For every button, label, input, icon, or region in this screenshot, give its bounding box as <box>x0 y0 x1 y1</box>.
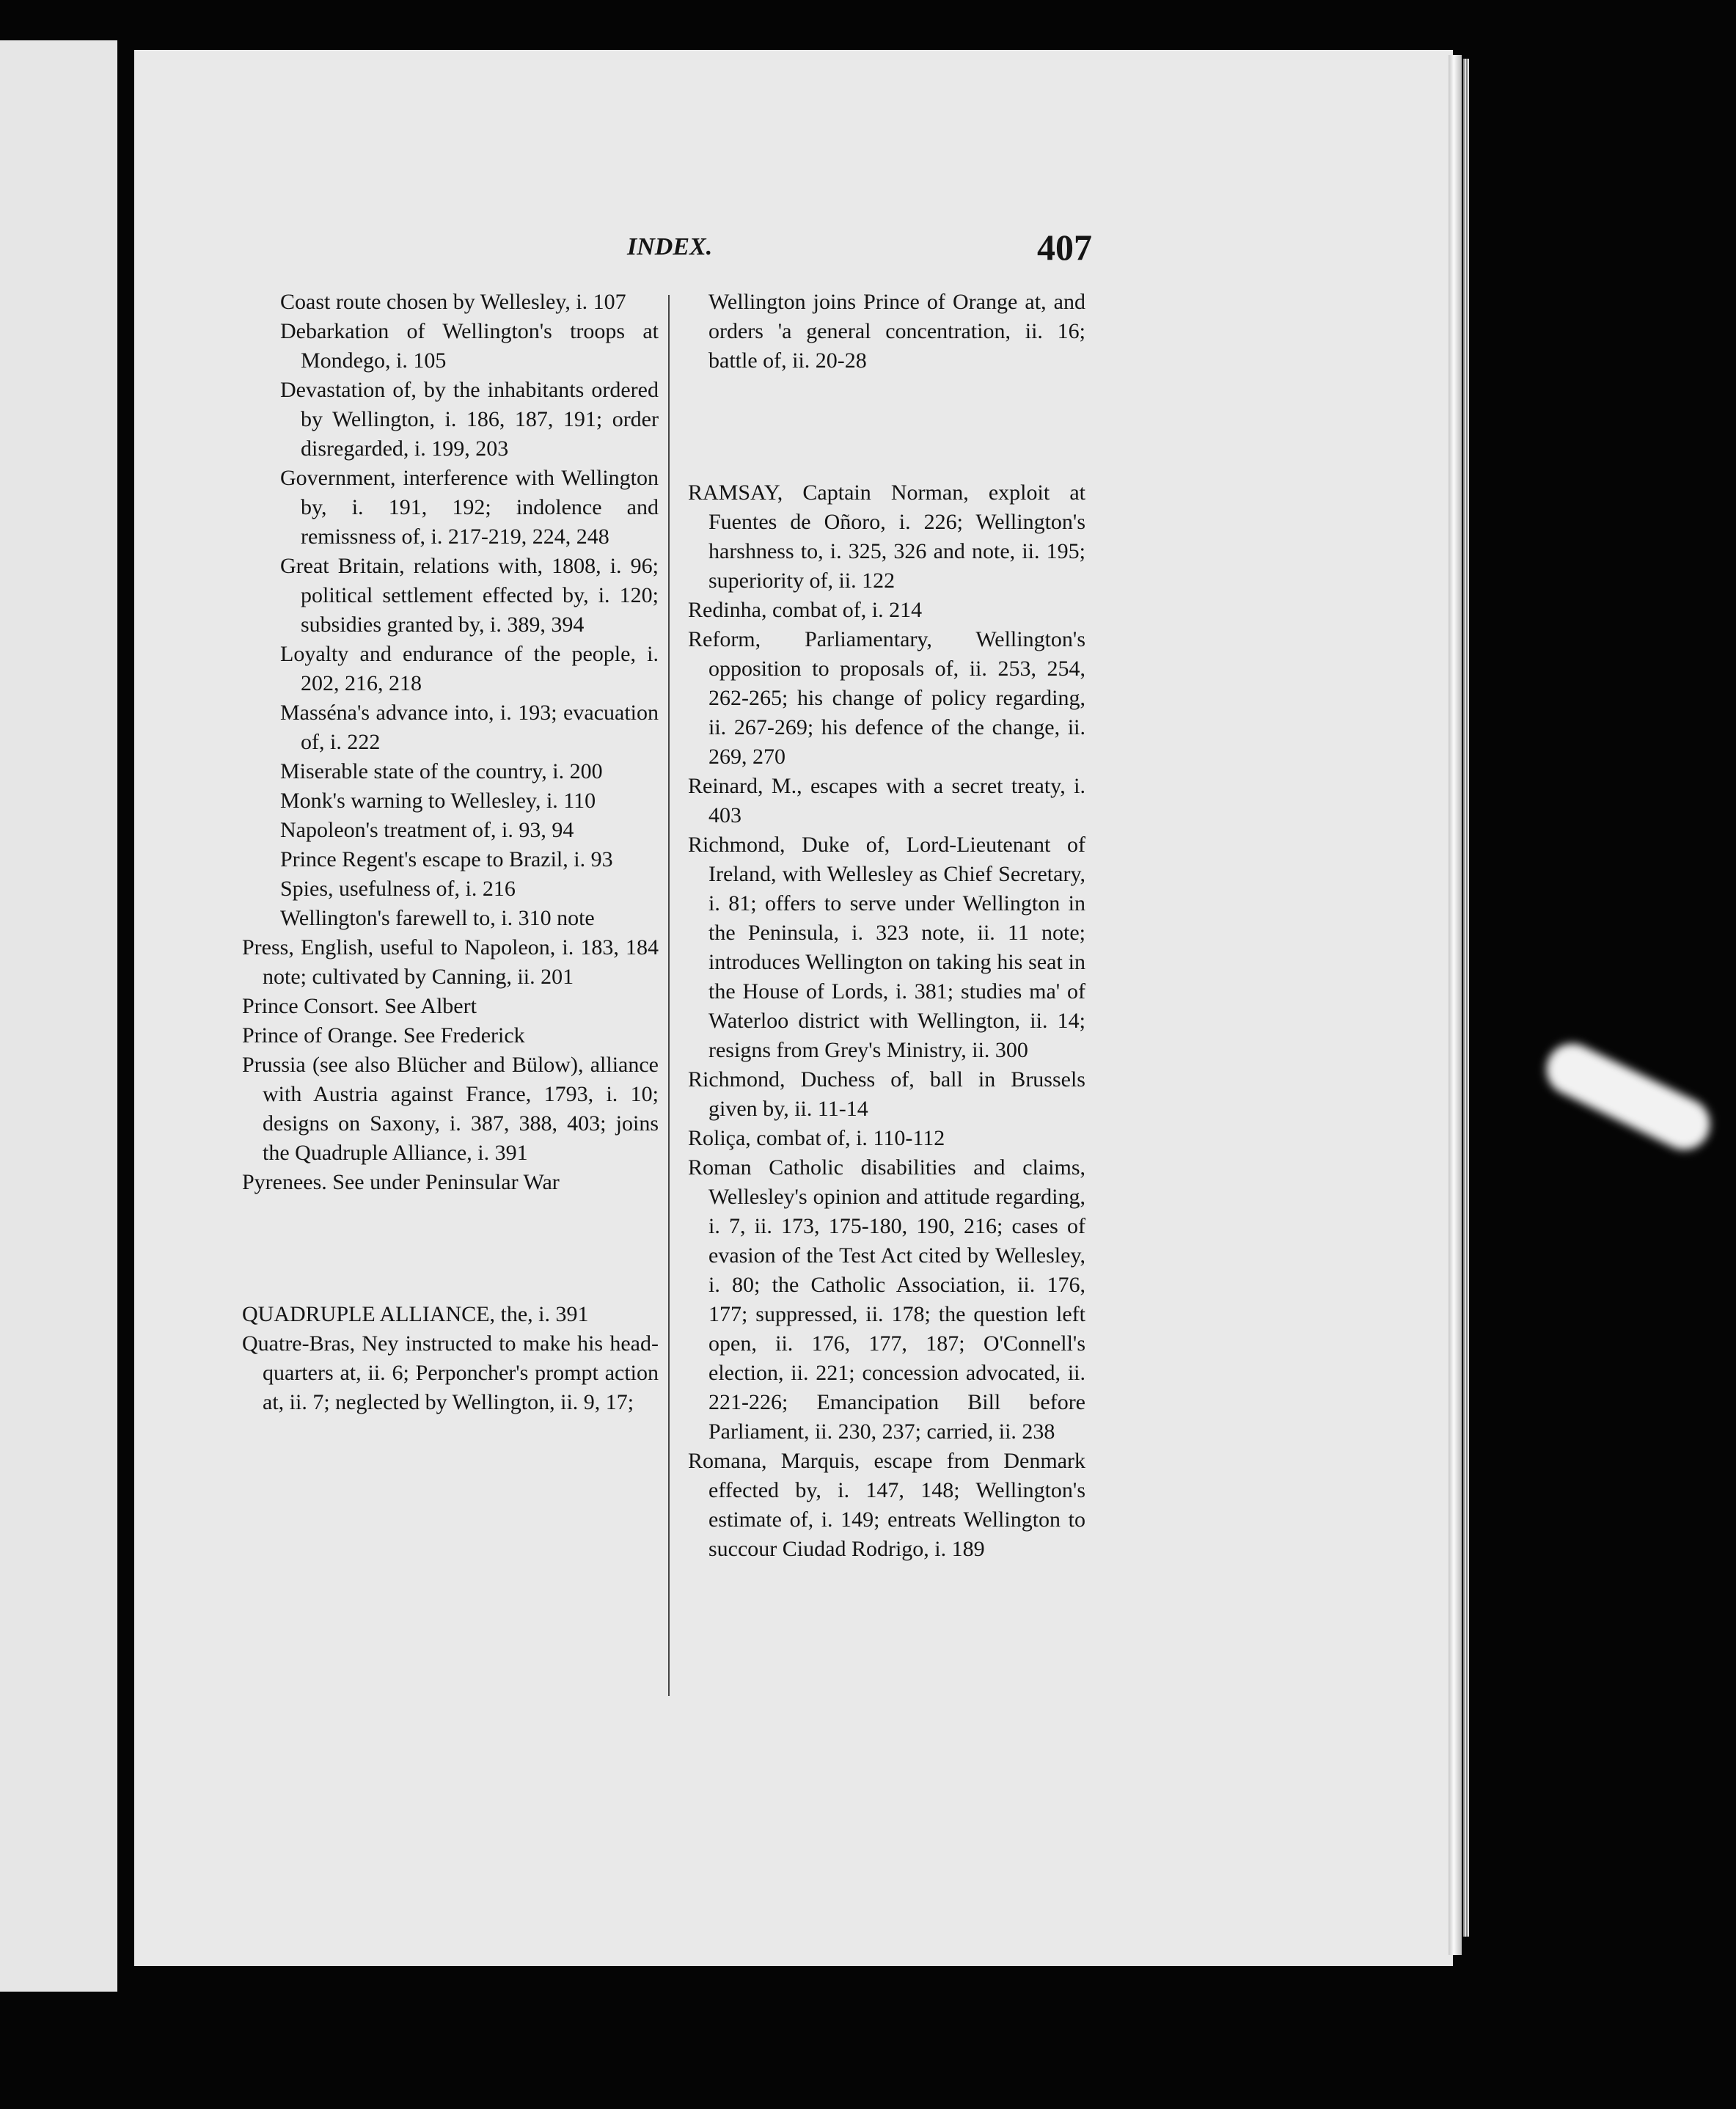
index-subentry: Masséna's advance into, i. 193; evacuation of, i. 222 <box>280 701 659 754</box>
index-entry: Pyrenees. See under Peninsular War <box>242 1170 560 1194</box>
index-subentry: Monk's warning to Wellesley, i. 110 <box>280 789 596 813</box>
index-subentry: Wellington's farewell to, i. 310 note <box>280 906 595 930</box>
page-number: 407 <box>1037 227 1092 268</box>
index-subentry: Spies, usefulness of, i. 216 <box>280 877 516 901</box>
index-entry: Roman Catholic disabilities and claims, Wellesley's opinion and attitude regarding, i. 7, ii. 173, 175-180, 190, 216; cases of evasion of the Test Act cited by Wellesley, i. 80; the Catholic Association, ii. 176, 177; suppressed, ii. 178; the question left open, ii. 176, 177, 187; O'Connell's election, ii. 221; concession advocated, ii. 221-226; Emancipation Bill before Parliament, ii. 230, 237; carried, ii. 238 <box>688 1155 1085 1444</box>
index-column-left <box>242 288 659 1417</box>
index-entry: RAMSAY, Captain Norman, exploit at Fuentes de Oñoro, i. 226; Wellington's harshness to, i. 325, 326 and note, ii. 195; superiority of, ii. 122 <box>688 480 1085 593</box>
index-subentry: Loyalty and endurance of the people, i. 202, 216, 218 <box>280 642 659 695</box>
index-subentry: Government, interference with Wellington by, i. 191, 192; indolence and remissness of, i. 217-219, 224, 248 <box>280 466 659 549</box>
index-entry: Press, English, useful to Napoleon, i. 183, 184 note; cultivated by Canning, ii. 201 <box>242 935 659 989</box>
index-column-right <box>688 288 1085 1564</box>
light-smudge <box>1538 1035 1718 1158</box>
index-entry: Wellington joins Prince of Orange at, and orders 'a general concentration, ii. 16; battle of, ii. 20-28 <box>708 290 1085 373</box>
column-divider <box>668 295 670 1696</box>
index-entry: Roliça, combat of, i. 110-112 <box>688 1126 945 1150</box>
index-subentry: Debarkation of Wellington's troops at Mondego, i. 105 <box>280 319 659 373</box>
page-stack-edge <box>1449 55 1462 1955</box>
index-entry: Quatre-Bras, Ney instructed to make his head-quarters at, ii. 6; Perponcher's prompt action at, ii. 7; neglected by Wellington, ii. 9, 17; <box>242 1331 659 1414</box>
index-subentry: Great Britain, relations with, 1808, i. 96; political settlement effected by, i. 120; subsidies granted by, i. 389, 394 <box>280 554 659 637</box>
index-subentry: Napoleon's treatment of, i. 93, 94 <box>280 818 574 842</box>
index-entry: Prince Consort. See Albert <box>242 994 477 1018</box>
index-entry: QUADRUPLE ALLIANCE, the, i. 391 <box>242 1302 589 1326</box>
index-entry: Reform, Parliamentary, Wellington's opposition to proposals of, ii. 253, 254, 262-265; his change of policy regarding, ii. 267-269; his defence of the change, ii. 269, 270 <box>688 627 1085 769</box>
page-stack-lines <box>1463 59 1469 1937</box>
index-subentry: Devastation of, by the inhabitants ordered by Wellington, i. 186, 187, 191; order disregarded, i. 199, 203 <box>280 378 659 461</box>
index-subentry: Prince Regent's escape to Brazil, i. 93 <box>280 847 613 871</box>
index-subentry: Miserable state of the country, i. 200 <box>280 759 603 783</box>
previous-page-edge <box>0 40 117 1992</box>
section-gap <box>242 1219 659 1278</box>
index-entry: Prussia (see also Blücher and Bülow), alliance with Austria against France, 1793, i. 10; designs on Saxony, i. 387, 388, 403; joins the Quadruple Alliance, i. 391 <box>242 1053 659 1165</box>
index-entry: Romana, Marquis, escape from Denmark effected by, i. 147, 148; Wellington's estimate of, i. 149; entreats Wellington to succour Ciudad Rodrigo, i. 189 <box>688 1449 1085 1561</box>
index-entry: Reinard, M., escapes with a secret treaty, i. 403 <box>688 774 1085 827</box>
section-gap <box>688 398 1085 456</box>
index-entry: Prince of Orange. See Frederick <box>242 1023 525 1048</box>
index-entry: Redinha, combat of, i. 214 <box>688 598 923 622</box>
index-subentry: Coast route chosen by Wellesley, i. 107 <box>280 290 626 314</box>
index-entry: Richmond, Duchess of, ball in Brussels given by, ii. 11-14 <box>688 1067 1085 1121</box>
running-head: INDEX. <box>627 233 713 260</box>
index-entry: Richmond, Duke of, Lord-Lieutenant of Ireland, with Wellesley as Chief Secretary, i. 81; offers to serve under Wellington in the Peninsula, i. 323 note, ii. 11 note; introduces Wellington on taking his seat in the House of Lords, i. 381; studies ma' of Waterloo district with Wellington, ii. 14; resigns from Grey's Ministry, ii. 300 <box>688 833 1085 1062</box>
